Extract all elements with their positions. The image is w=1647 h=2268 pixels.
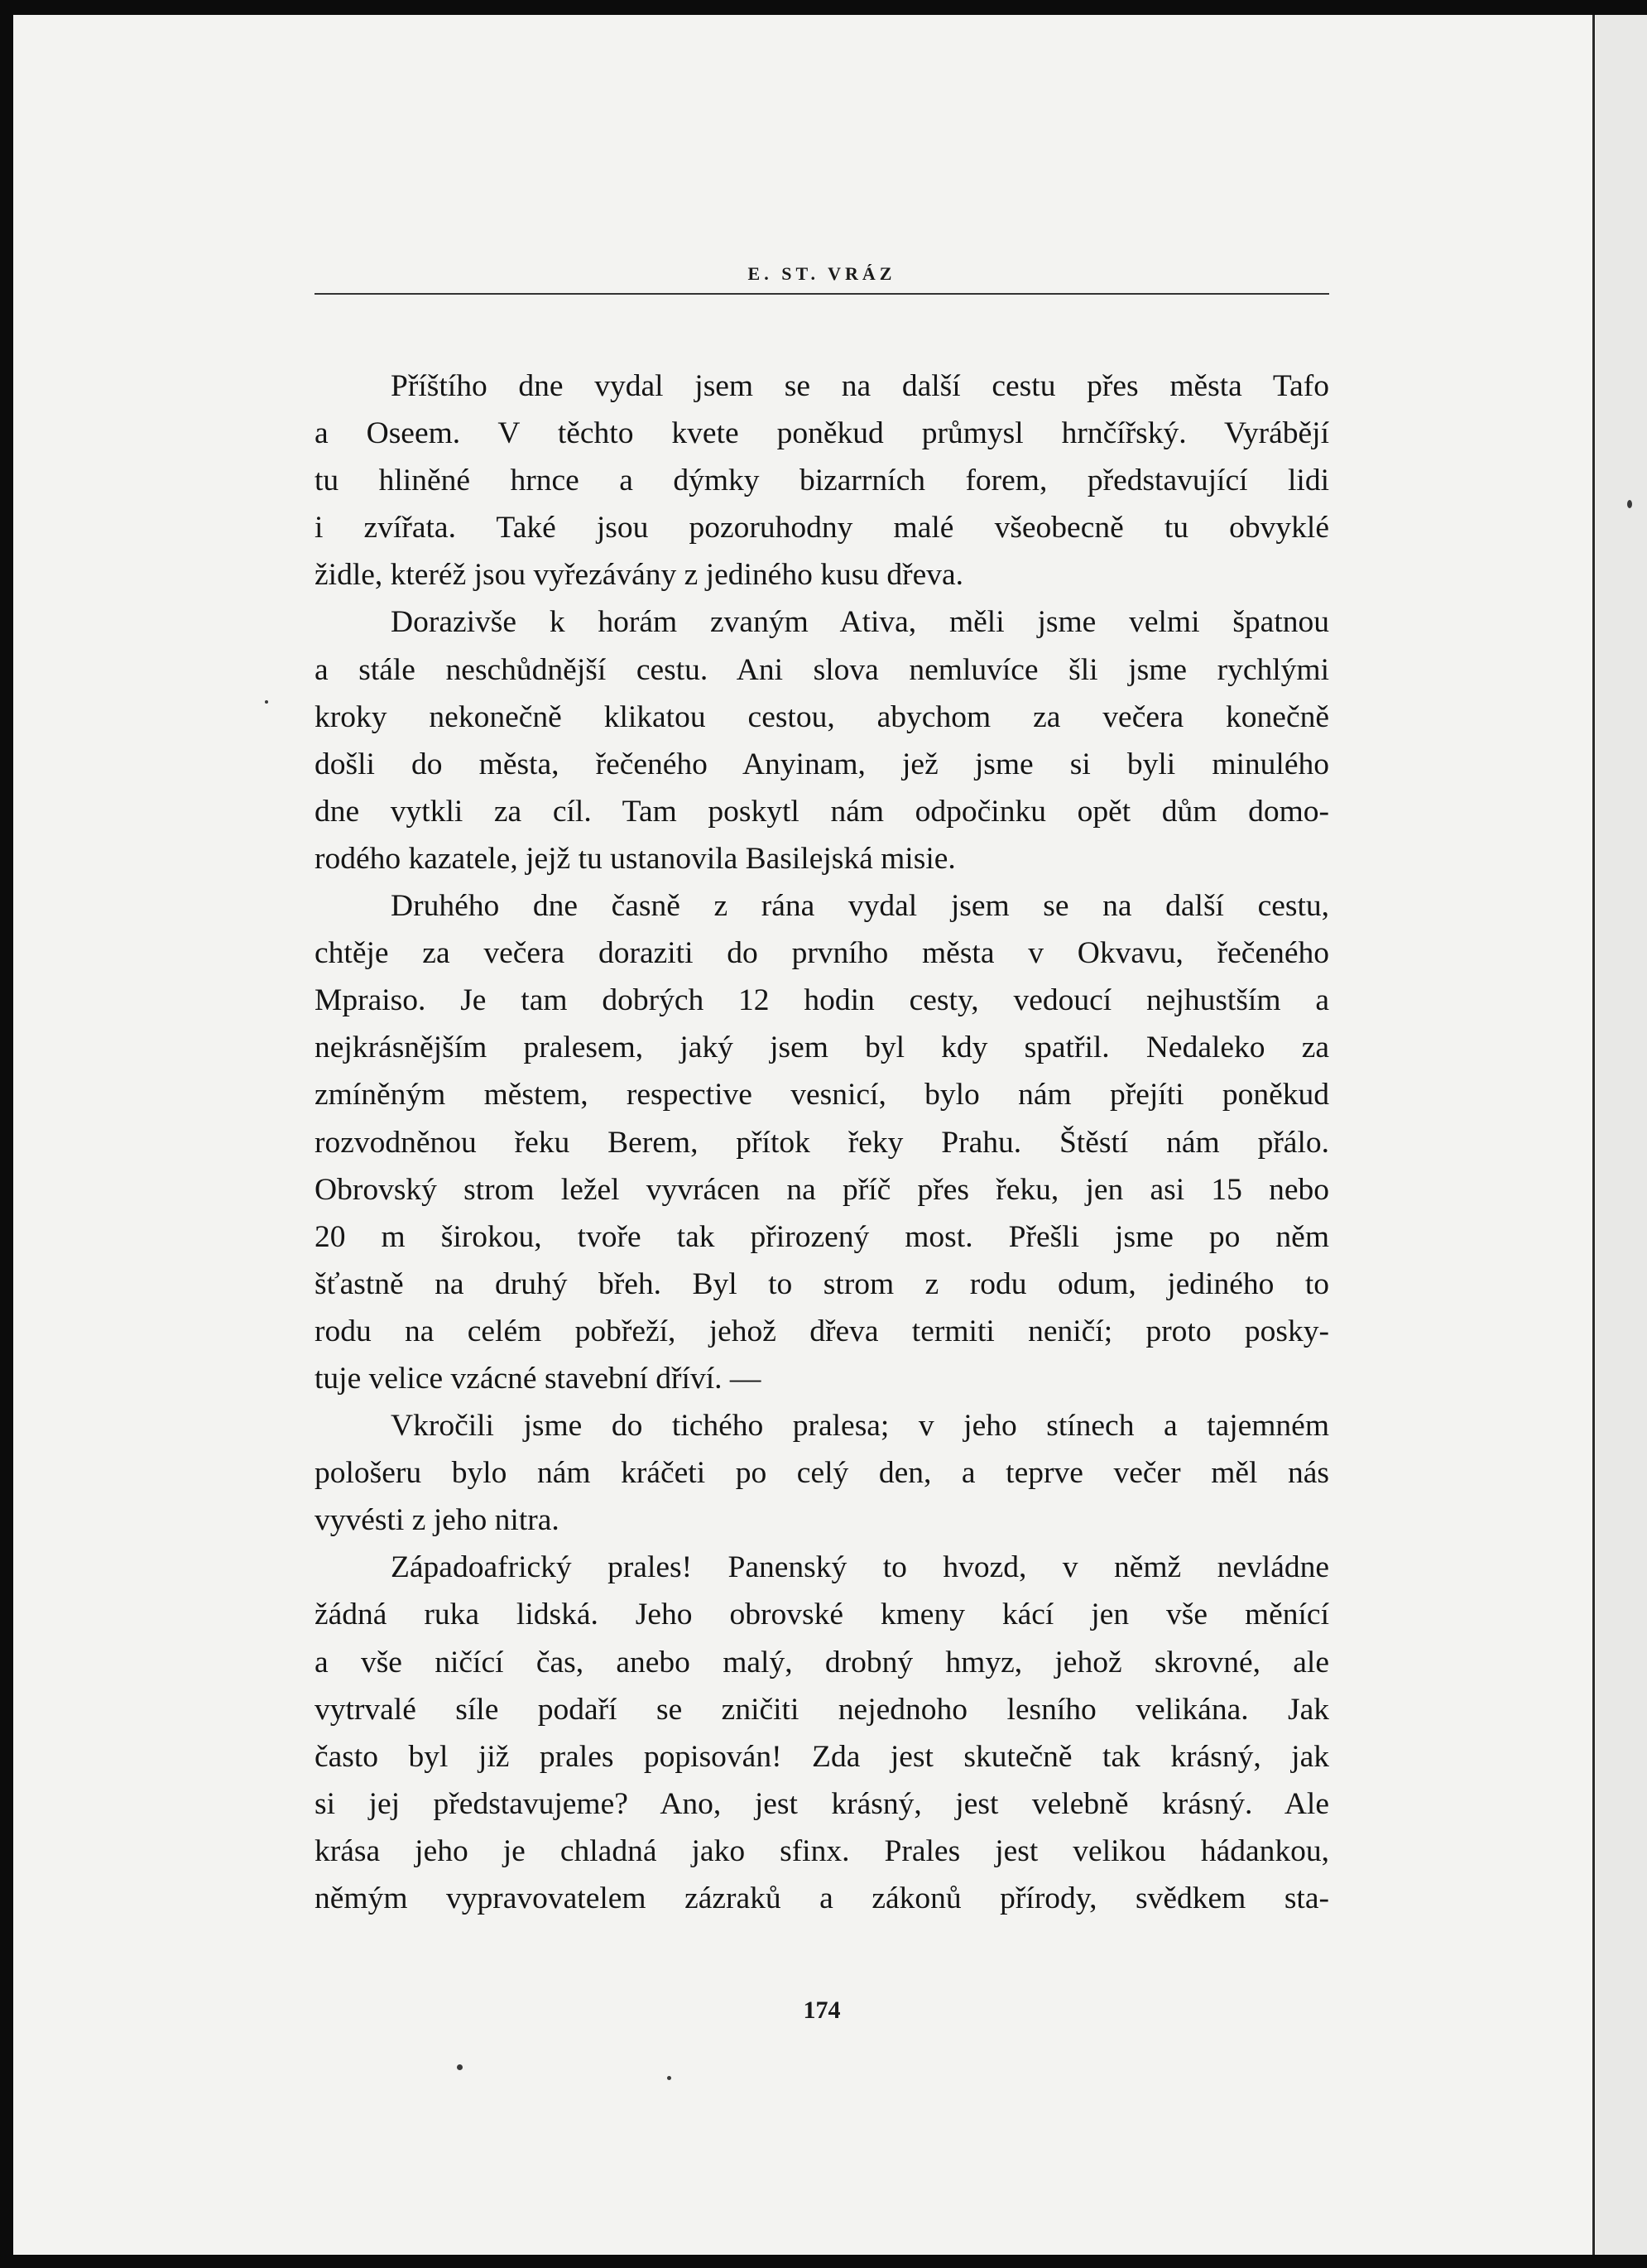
text-line: vyvésti z jeho nitra. [315, 1503, 559, 1538]
header-rule [315, 293, 1329, 295]
paragraph-5 [315, 1544, 1329, 1922]
text-line: často byl již prales popisován! Zda jest skutečně tak krásný, jak [315, 1739, 1329, 1774]
scan-speck [1627, 500, 1632, 508]
text-line: Vkročili jsme do tichého pralesa; v jeho stínech a tajemném [391, 1409, 1329, 1444]
paragraph-2 [315, 598, 1329, 882]
text-line: Druhého dne časně z rána vydal jsem se na další cestu, [391, 889, 1329, 924]
text-line: i zvířata. Také jsou pozoruhodny malé všeobecně tu obvyklé [315, 511, 1329, 545]
text-line: krása jeho je chladná jako sfinx. Prales jest velikou hádankou, [315, 1833, 1329, 1868]
text-line: kroky nekonečně klikatou cestou, abychom za večera konečně [315, 699, 1329, 734]
page-number: 174 [803, 1997, 841, 2024]
text-line: Dorazivše k horám zvaným Ativa, měli jsme velmi špatnou [391, 605, 1329, 640]
scan-speck [457, 2064, 463, 2070]
paragraph-3 [315, 882, 1329, 1402]
text-line: židle, kteréž jsou vyřezávány z jediného kusu dřeva. [315, 558, 964, 593]
adjacent-page-edge [1596, 15, 1647, 2255]
text-line: a Oseem. V těchto kvete poněkud průmysl hrnčířský. Vyrábějí [315, 416, 1329, 451]
text-line: rodého kazatele, jejž tu ustanovila Basilejská misie. [315, 841, 956, 876]
text-line: šťastně na druhý břeh. Byl to strom z rodu odum, jediného to [315, 1266, 1329, 1301]
text-line: žádná ruka lidská. Jeho obrovské kmeny kácí jen vše měnící [315, 1598, 1329, 1632]
text-line: chtěje za večera doraziti do prvního města v Okvavu, řečeného [315, 936, 1329, 971]
text-line: Západoafrický prales! Panenský to hvozd, v němž nevládne [391, 1550, 1329, 1585]
text-line: tu hliněné hrnce a dýmky bizarrních forem, představující lidi [315, 464, 1329, 498]
text-line: vytrvalé síle podaří se zničiti nejednoho lesního velikána. Jak [315, 1692, 1329, 1727]
text-line: Příštího dne vydal jsem se na další cestu přes města Tafo [391, 369, 1329, 403]
text-line: rozvodněnou řeku Berem, přítok řeky Prahu. Štěstí nám přálo. [315, 1125, 1329, 1160]
text-line: zmíněným městem, respective vesnicí, bylo nám přejíti poněkud [315, 1078, 1329, 1112]
text-line: a stále neschůdnější cestu. Ani slova nemluvíce šli jsme rychlými [315, 652, 1329, 687]
text-line: došli do města, řečeného Anyinam, jež jsme si byli minulého [315, 747, 1329, 781]
page-edge-shadow [1592, 15, 1595, 2255]
scan-speck [667, 2076, 671, 2080]
text-line: tuje velice vzácné stavební dříví. — [315, 1361, 761, 1396]
text-line: němým vypravovatelem zázraků a zákonů přírody, svědkem sta- [315, 1881, 1329, 1915]
paragraph-4 [315, 1402, 1329, 1544]
text-line: a vše ničící čas, anebo malý, drobný hmyz, jehož skrovné, ale [315, 1645, 1329, 1679]
text-line: pološeru bylo nám kráčeti po celý den, a teprve večer měl nás [315, 1456, 1329, 1491]
text-line: nejkrásnějším pralesem, jaký jsem byl kdy spatřil. Nedaleko za [315, 1031, 1329, 1065]
text-line: Mpraiso. Je tam dobrých 12 hodin cesty, vedoucí nejhustším a [315, 983, 1329, 1018]
text-line: rodu na celém pobřeží, jehož dřeva termiti neničí; proto posky- [315, 1314, 1329, 1348]
scan-speck [265, 700, 268, 704]
paragraph-1 [315, 363, 1329, 598]
body-text [315, 363, 1329, 1922]
text-line: Obrovský strom ležel vyvrácen na příč přes řeku, jen asi 15 nebo [315, 1172, 1329, 1207]
text-line: 20 m širokou, tvoře tak přirozený most. Přešli jsme po něm [315, 1219, 1329, 1254]
running-header: E. ST. VRÁZ [747, 263, 896, 284]
text-line: dne vytkli za cíl. Tam poskytl nám odpočinku opět dům domo- [315, 794, 1329, 829]
text-line: si jej představujeme? Ano, jest krásný, jest velebně krásný. Ale [315, 1786, 1329, 1821]
